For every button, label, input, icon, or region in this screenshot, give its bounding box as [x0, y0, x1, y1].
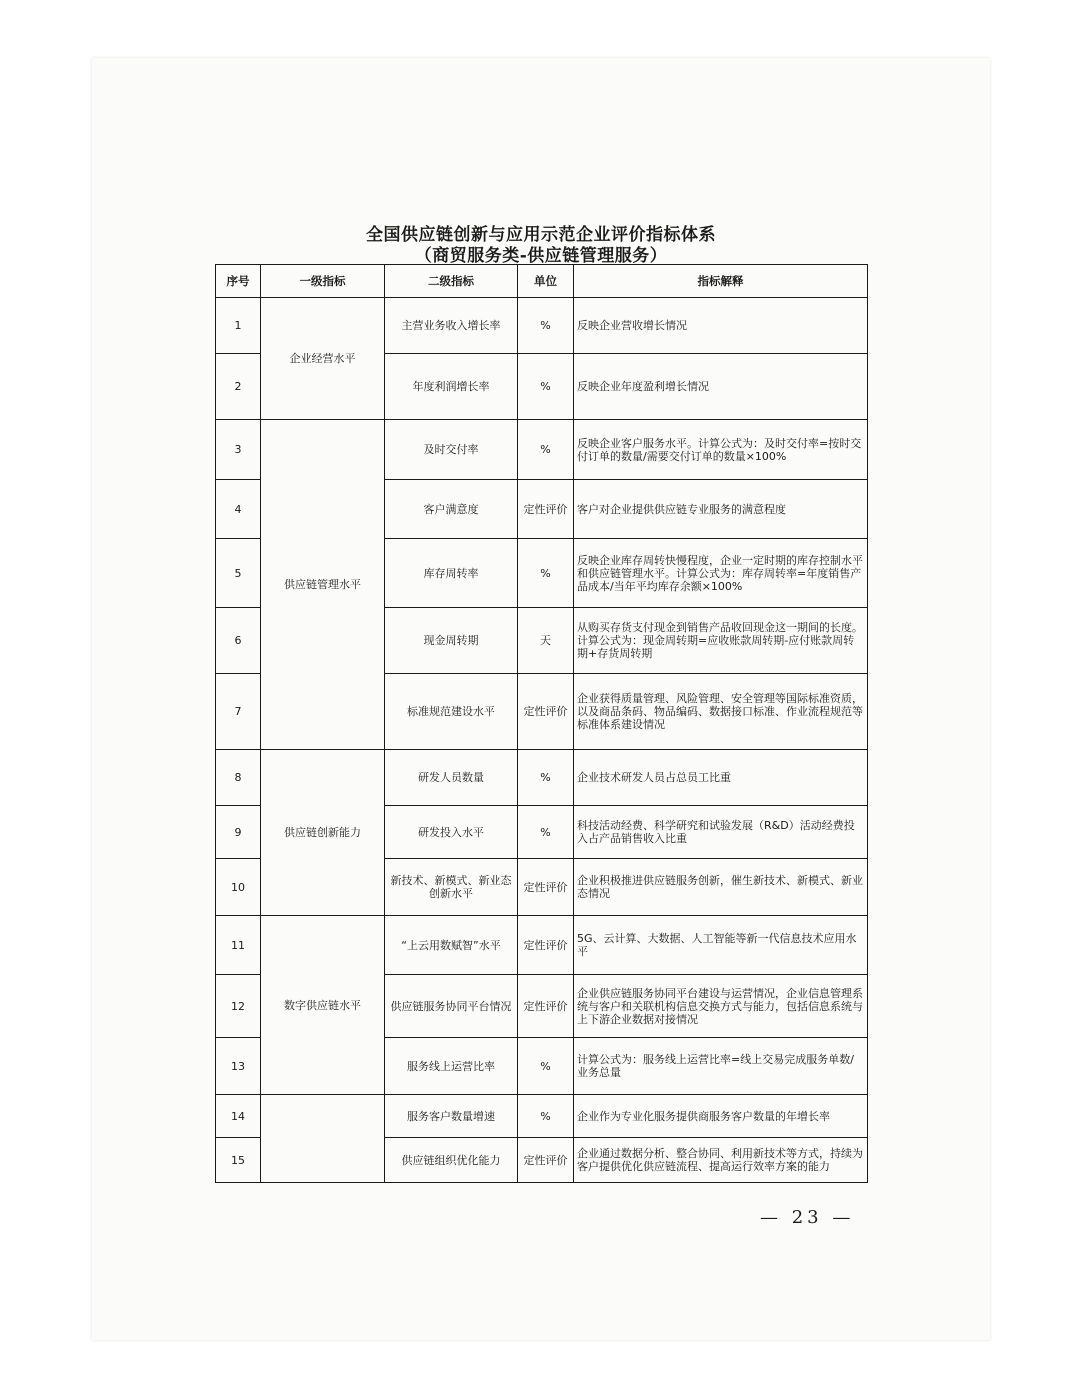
- indicator-explanation: 企业获得质量管理、风险管理、安全管理等国际标准资质，以及商品条码、物品编码、数据接口标准、作业流程规范等标准体系建设情况: [574, 674, 868, 750]
- indicator-unit: 定性评价: [518, 859, 574, 916]
- table-row: [216, 916, 868, 975]
- indicator-name: 研发人员数量: [385, 750, 518, 806]
- indicator-unit: %: [518, 1095, 574, 1138]
- table-row: [216, 750, 868, 806]
- page-number: — 23 —: [760, 1207, 855, 1228]
- indicator-explanation: 企业作为专业化服务提供商服务客户数量的年增长率: [574, 1095, 868, 1138]
- header-unit: 单位: [518, 265, 574, 298]
- indicator-name: 服务线上运营比率: [385, 1038, 518, 1095]
- indicator-explanation: 企业技术研发人员占总员工比重: [574, 750, 868, 806]
- indicator-explanation: 反映企业营收增长情况: [574, 298, 868, 354]
- indicator-explanation: 科技活动经费、科学研究和试验发展（R&D）活动经费投入占产品销售收入比重: [574, 806, 868, 859]
- indicator-explanation: 反映企业客户服务水平。计算公式为：及时交付率=按时交付订单的数量/需要交付订单的数量×100%: [574, 420, 868, 480]
- table-header-row: [216, 265, 868, 298]
- indicator-unit: 定性评价: [518, 480, 574, 539]
- indicator-name: 供应链服务协同平台情况: [385, 975, 518, 1038]
- row-index: 9: [216, 806, 261, 859]
- indicator-explanation: 反映企业库存周转快慢程度，企业一定时期的库存控制水平和供应链管理水平。计算公式为：库存周转率=年度销售产品成本/当年平均库存余额×100%: [574, 539, 868, 608]
- group-cell: [261, 1095, 385, 1183]
- indicator-explanation: 企业通过数据分析、整合协同、利用新技术等方式，持续为客户提供优化供应链流程、提高运行效率方案的能力: [574, 1138, 868, 1183]
- row-index: 7: [216, 674, 261, 750]
- indicator-unit: %: [518, 539, 574, 608]
- indicator-unit: %: [518, 298, 574, 354]
- row-index: 13: [216, 1038, 261, 1095]
- document-subtitle: （商贸服务类-供应链管理服务）: [414, 246, 668, 266]
- group-cell: 数字供应链水平: [261, 916, 385, 1095]
- indicator-name: 库存周转率: [385, 539, 518, 608]
- row-index: 8: [216, 750, 261, 806]
- row-index: 5: [216, 539, 261, 608]
- indicator-name: “上云用数赋智”水平: [385, 916, 518, 975]
- indicator-name: 新技术、新模式、新业态创新水平: [385, 859, 518, 916]
- indicator-unit: 定性评价: [518, 916, 574, 975]
- indicator-unit: 定性评价: [518, 1138, 574, 1183]
- row-index: 12: [216, 975, 261, 1038]
- row-index: 1: [216, 298, 261, 354]
- indicator-unit: %: [518, 354, 574, 420]
- group-cell: 企业经营水平: [261, 298, 385, 420]
- indicator-table: [215, 264, 868, 1183]
- indicator-explanation: 反映企业年度盈利增长情况: [574, 354, 868, 420]
- header-level2: 二级指标: [385, 265, 518, 298]
- indicator-name: 主营业务收入增长率: [385, 298, 518, 354]
- table-row: [216, 298, 868, 354]
- indicator-name: 服务客户数量增速: [385, 1095, 518, 1138]
- indicator-name: 研发投入水平: [385, 806, 518, 859]
- header-index: 序号: [216, 265, 261, 298]
- row-index: 6: [216, 608, 261, 674]
- document-title: 全国供应链创新与应用示范企业评价指标体系: [366, 225, 716, 245]
- indicator-name: 标准规范建设水平: [385, 674, 518, 750]
- indicator-explanation: 计算公式为：服务线上运营比率=线上交易完成服务单数/业务总量: [574, 1038, 868, 1095]
- indicator-name: 客户满意度: [385, 480, 518, 539]
- indicator-unit: %: [518, 806, 574, 859]
- indicator-name: 年度利润增长率: [385, 354, 518, 420]
- row-index: 15: [216, 1138, 261, 1183]
- group-cell: 供应链管理水平: [261, 420, 385, 750]
- header-level1: 一级指标: [261, 265, 385, 298]
- indicator-explanation: 企业积极推进供应链服务创新，催生新技术、新模式、新业态情况: [574, 859, 868, 916]
- row-index: 14: [216, 1095, 261, 1138]
- indicator-unit: %: [518, 1038, 574, 1095]
- row-index: 3: [216, 420, 261, 480]
- indicator-explanation: 客户对企业提供供应链专业服务的满意程度: [574, 480, 868, 539]
- row-index: 2: [216, 354, 261, 420]
- header-explanation: 指标解释: [574, 265, 868, 298]
- indicator-unit: 定性评价: [518, 975, 574, 1038]
- indicator-explanation: 从购买存货支付现金到销售产品收回现金这一期间的长度。计算公式为：现金周转期=应收账款周转期-应付账款周转期+存货周转期: [574, 608, 868, 674]
- row-index: 11: [216, 916, 261, 975]
- row-index: 4: [216, 480, 261, 539]
- indicator-name: 及时交付率: [385, 420, 518, 480]
- indicator-unit: 定性评价: [518, 674, 574, 750]
- table-row: [216, 420, 868, 480]
- indicator-explanation: 企业供应链服务协同平台建设与运营情况，企业信息管理系统与客户和关联机构信息交换方式与能力，包括信息系统与上下游企业数据对接情况: [574, 975, 868, 1038]
- indicator-name: 现金周转期: [385, 608, 518, 674]
- group-cell: 供应链创新能力: [261, 750, 385, 916]
- indicator-explanation: 5G、云计算、大数据、人工智能等新一代信息技术应用水平: [574, 916, 868, 975]
- indicator-name: 供应链组织优化能力: [385, 1138, 518, 1183]
- indicator-unit: 天: [518, 608, 574, 674]
- indicator-unit: %: [518, 420, 574, 480]
- row-index: 10: [216, 859, 261, 916]
- indicator-unit: %: [518, 750, 574, 806]
- table-row: [216, 1095, 868, 1138]
